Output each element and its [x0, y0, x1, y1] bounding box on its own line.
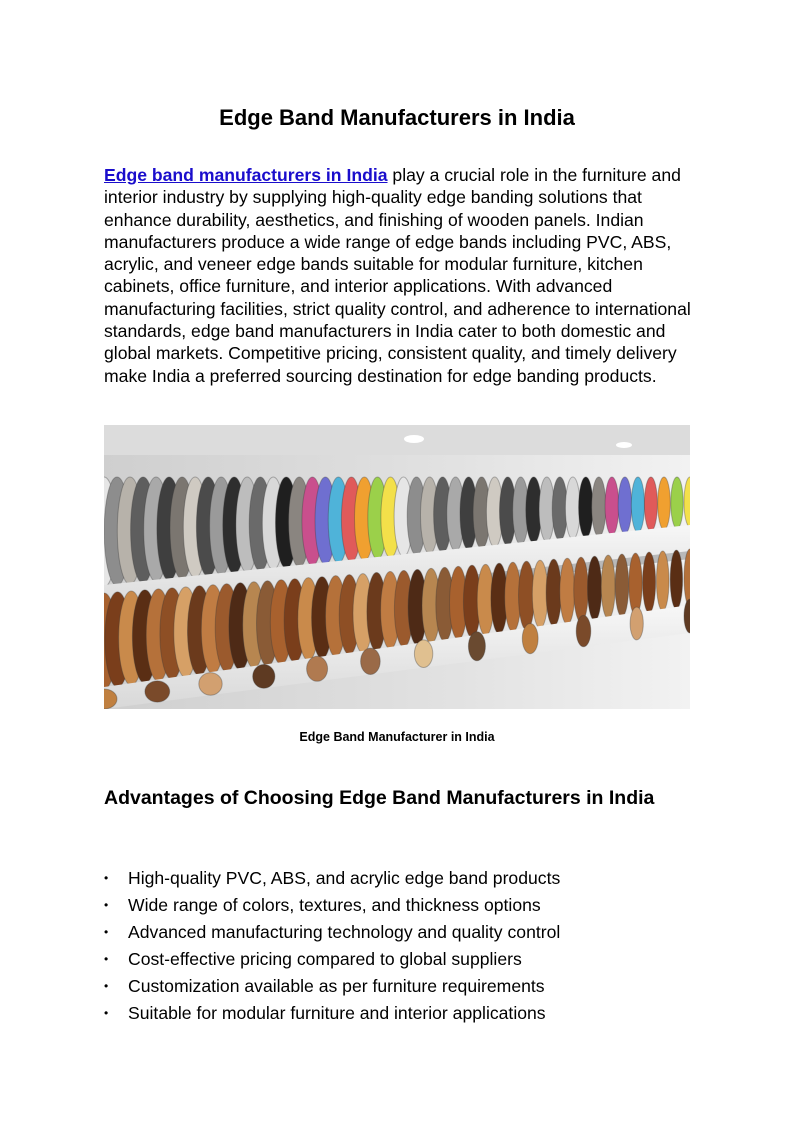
bullet-icon: •: [104, 952, 109, 966]
bullet-icon: •: [104, 871, 109, 885]
advantage-item-text: Cost-effective pricing compared to global suppliers: [128, 949, 522, 969]
intro-body-text: play a crucial role in the furniture and interior industry by supplying high-quality edge banding solutions that enhance durability, aesthetics, and finishing of wooden panels. Indian manufacturers produce a wide range of edge bands including PVC, ABS, acrylic, and veneer edge bands suitable for modular furniture, kitchen cabinets, office furniture, and interior applications. With advanced manufacturing facilities, strict quality control, and adherence to international standards, edge band manufacturers in India cater to both domestic and global markets. Competitive pricing, consistent quality, and timely delivery make India a preferred sourcing destination for edge banding products.: [104, 165, 691, 386]
edge-band-manufacturers-link[interactable]: Edge band manufacturers in India: [104, 165, 388, 185]
advantages-heading: Advantages of Choosing Edge Band Manufacturers in India: [104, 787, 655, 809]
advantage-item-text: High-quality PVC, ABS, and acrylic edge band products: [128, 868, 561, 888]
advantage-item-text: Customization available as per furniture requirements: [128, 976, 545, 996]
advantage-item: [104, 973, 704, 1000]
advantage-item: [104, 892, 704, 919]
advantage-item-text: Wide range of colors, textures, and thickness options: [128, 895, 541, 915]
advantage-item: [104, 1000, 704, 1027]
bullet-icon: •: [104, 925, 109, 939]
edge-band-shelves-photo: [104, 425, 690, 709]
bullet-icon: •: [104, 1006, 109, 1020]
advantages-list: [104, 865, 704, 1027]
advantage-item: [104, 919, 704, 946]
advantage-item-text: Suitable for modular furniture and interior applications: [128, 1003, 546, 1023]
figure-caption: Edge Band Manufacturer in India: [299, 730, 495, 744]
advantage-item: [104, 946, 704, 973]
advantage-item: [104, 865, 704, 892]
bullet-icon: •: [104, 898, 109, 912]
page-title: Edge Band Manufacturers in India: [219, 105, 575, 130]
advantage-item-text: Advanced manufacturing technology and quality control: [128, 922, 561, 942]
bullet-icon: •: [104, 979, 109, 993]
intro-paragraph: [104, 164, 694, 387]
